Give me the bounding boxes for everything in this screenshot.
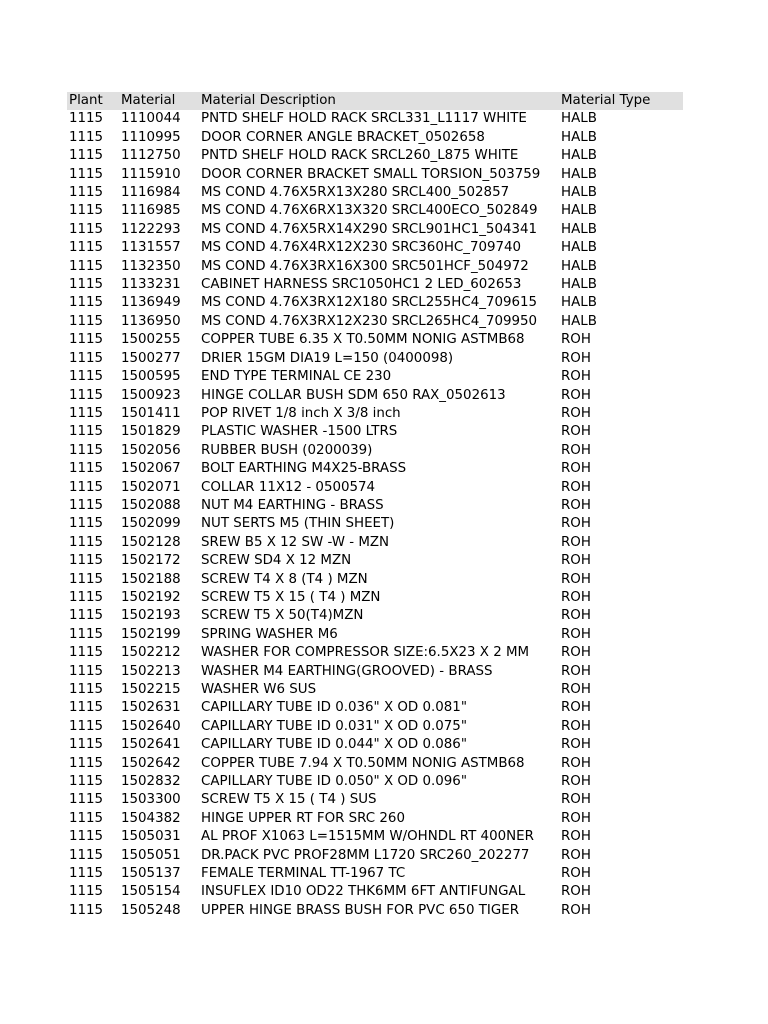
cell-material-type: ROH (561, 700, 591, 716)
cell-material-description: DOOR CORNER ANGLE BRACKET_0502658 (201, 129, 485, 145)
table-row (67, 699, 683, 717)
table-row (67, 589, 683, 607)
cell-material: 1505248 (121, 902, 181, 918)
header-material: Material (121, 93, 176, 108)
table-row (67, 607, 683, 625)
cell-material-description: CAPILLARY TUBE ID 0.036" X OD 0.081" (201, 700, 467, 716)
table-row (67, 681, 683, 699)
cell-material: 1502640 (121, 718, 181, 734)
cell-material-description: SCREW T5 X 15 ( T4 ) MZN (201, 589, 381, 605)
table-row (67, 350, 683, 368)
cell-material-description: UPPER HINGE BRASS BUSH FOR PVC 650 TIGER (201, 902, 520, 918)
cell-material: 1502642 (121, 755, 181, 771)
cell-material: 1500277 (121, 350, 181, 366)
cell-material: 1133231 (121, 277, 181, 293)
cell-material-type: ROH (561, 810, 591, 826)
table-row (67, 313, 683, 331)
cell-material-description: PLASTIC WASHER -1500 LTRS (201, 424, 398, 440)
cell-material: 1500923 (121, 387, 181, 403)
cell-material: 1502213 (121, 663, 181, 679)
cell-material-description: SCREW T5 X 50(T4)MZN (201, 608, 364, 624)
header-plant: Plant (69, 93, 103, 108)
table-row (67, 791, 683, 809)
cell-material: 1110044 (121, 111, 181, 127)
cell-plant: 1115 (69, 497, 104, 513)
cell-plant: 1115 (69, 129, 104, 145)
cell-material-description: INSUFLEX ID10 OD22 THK6MM 6FT ANTIFUNGAL (201, 884, 526, 900)
cell-material-description: SCREW T4 X 8 (T4 ) MZN (201, 571, 368, 587)
cell-material-description: MS COND 4.76X3RX12X180 SRCL255HC4_709615 (201, 295, 538, 311)
cell-material: 1505137 (121, 866, 181, 882)
table-row (67, 239, 683, 257)
cell-plant: 1115 (69, 295, 104, 311)
cell-material-type: ROH (561, 608, 591, 624)
table-row (67, 902, 683, 920)
table-row (67, 331, 683, 349)
cell-material-description: CABINET HARNESS SRC1050HC1 2 LED_602653 (201, 277, 522, 293)
cell-material-description: MS COND 4.76X4RX12X230 SRC360HC_709740 (201, 240, 522, 256)
cell-material: 1116985 (121, 203, 181, 219)
cell-material-type: HALB (561, 111, 597, 127)
cell-material: 1131557 (121, 240, 181, 256)
cell-material: 1502192 (121, 589, 181, 605)
cell-material-description: NUT M4 EARTHING - BRASS (201, 497, 384, 513)
cell-material-type: ROH (561, 369, 591, 385)
cell-plant: 1115 (69, 737, 104, 753)
cell-material-type: ROH (561, 792, 591, 808)
cell-material: 1502056 (121, 442, 181, 458)
cell-material: 1505051 (121, 847, 181, 863)
cell-material-description: NUT SERTS M5 (THIN SHEET) (201, 516, 395, 532)
table-row (67, 166, 683, 184)
cell-plant: 1115 (69, 589, 104, 605)
cell-plant: 1115 (69, 240, 104, 256)
cell-material-description: SREW B5 X 12 SW -W - MZN (201, 534, 390, 550)
cell-material-type: ROH (561, 626, 591, 642)
cell-plant: 1115 (69, 221, 104, 237)
cell-material-description: SCREW SD4 X 12 MZN (201, 553, 352, 569)
cell-material-description: POP RIVET 1/8 inch X 3/8 inch (201, 405, 401, 421)
cell-material-type: HALB (561, 203, 597, 219)
cell-material-type: ROH (561, 866, 591, 882)
cell-material: 1136949 (121, 295, 181, 311)
cell-material-description: BOLT EARTHING M4X25-BRASS (201, 461, 407, 477)
cell-plant: 1115 (69, 185, 104, 201)
cell-material: 1501411 (121, 405, 181, 421)
cell-material-type: ROH (561, 847, 591, 863)
cell-material-description: CAPILLARY TUBE ID 0.044" X OD 0.086" (201, 737, 467, 753)
cell-material-description: CAPILLARY TUBE ID 0.031" X OD 0.075" (201, 718, 467, 734)
table-body (67, 110, 683, 920)
cell-material-type: ROH (561, 534, 591, 550)
cell-material-type: ROH (561, 332, 591, 348)
cell-material: 1500255 (121, 332, 181, 348)
table-row (67, 663, 683, 681)
cell-material: 1502212 (121, 645, 181, 661)
cell-plant: 1115 (69, 203, 104, 219)
table-row (67, 479, 683, 497)
cell-material: 1502067 (121, 461, 181, 477)
cell-plant: 1115 (69, 571, 104, 587)
cell-plant: 1115 (69, 332, 104, 348)
cell-material-description: MS COND 4.76X3RX12X230 SRCL265HC4_709950 (201, 313, 538, 329)
cell-plant: 1115 (69, 313, 104, 329)
cell-plant: 1115 (69, 111, 104, 127)
cell-material-type: ROH (561, 479, 591, 495)
cell-plant: 1115 (69, 866, 104, 882)
cell-material: 1132350 (121, 258, 181, 274)
table-row (67, 423, 683, 441)
cell-plant: 1115 (69, 369, 104, 385)
cell-material-description: SPRING WASHER M6 (201, 626, 338, 642)
cell-material-type: HALB (561, 240, 597, 256)
table-row (67, 534, 683, 552)
cell-material: 1502631 (121, 700, 181, 716)
cell-plant: 1115 (69, 148, 104, 164)
table-row (67, 736, 683, 754)
cell-material-description: COLLAR 11X12 - 0500574 (201, 479, 376, 495)
table-row (67, 129, 683, 147)
cell-material-type: HALB (561, 148, 597, 164)
cell-material-type: ROH (561, 682, 591, 697)
table-row (67, 276, 683, 294)
table-row (67, 644, 683, 662)
cell-material: 1502071 (121, 479, 181, 495)
cell-material-type: ROH (561, 737, 591, 753)
cell-material: 1502641 (121, 737, 181, 753)
cell-material-description: WASHER M4 EARTHING(GROOVED) - BRASS (201, 663, 493, 679)
table-row (67, 368, 683, 386)
cell-plant: 1115 (69, 461, 104, 477)
table-row (67, 828, 683, 846)
cell-material-type: ROH (561, 387, 591, 403)
cell-material-type: ROH (561, 884, 591, 900)
table-row (67, 755, 683, 773)
cell-plant: 1115 (69, 663, 104, 679)
cell-plant: 1115 (69, 553, 104, 569)
table-row (67, 571, 683, 589)
cell-material-description: MS COND 4.76X6RX13X320 SRCL400ECO_502849 (201, 203, 538, 219)
cell-plant: 1115 (69, 902, 104, 918)
cell-material-description: COPPER TUBE 7.94 X T0.50MM NONIG ASTMB68 (201, 755, 525, 771)
cell-plant: 1115 (69, 847, 104, 863)
cell-material-type: ROH (561, 663, 591, 679)
cell-material-type: ROH (561, 829, 591, 845)
cell-plant: 1115 (69, 884, 104, 900)
table-row (67, 810, 683, 828)
cell-plant: 1115 (69, 810, 104, 826)
table-row (67, 202, 683, 220)
cell-material-type: ROH (561, 405, 591, 421)
table-row (67, 626, 683, 644)
cell-plant: 1115 (69, 387, 104, 403)
cell-material: 1502188 (121, 571, 181, 587)
table-row (67, 497, 683, 515)
cell-material-type: ROH (561, 516, 591, 532)
cell-material: 1116984 (121, 185, 181, 201)
cell-plant: 1115 (69, 755, 104, 771)
cell-plant: 1115 (69, 516, 104, 532)
cell-material-type: ROH (561, 553, 591, 569)
cell-material-type: HALB (561, 166, 597, 182)
cell-material-description: AL PROF X1063 L=1515MM W/OHNDL RT 400NER (201, 829, 534, 845)
cell-plant: 1115 (69, 792, 104, 808)
cell-material-description: FEMALE TERMINAL TT-1967 TC (201, 866, 406, 882)
cell-material-description: SCREW T5 X 15 ( T4 ) SUS (201, 792, 377, 808)
cell-material: 1500595 (121, 369, 181, 385)
cell-material: 1503300 (121, 792, 181, 808)
table-row (67, 442, 683, 460)
cell-material-type: ROH (561, 902, 591, 918)
cell-plant: 1115 (69, 166, 104, 182)
cell-plant: 1115 (69, 405, 104, 421)
cell-material: 1502215 (121, 682, 181, 697)
cell-plant: 1115 (69, 645, 104, 661)
cell-material-type: HALB (561, 295, 597, 311)
cell-plant: 1115 (69, 277, 104, 293)
cell-material-description: DR.PACK PVC PROF28MM L1720 SRC260_202277 (201, 847, 530, 863)
table-row (67, 773, 683, 791)
table-row (67, 387, 683, 405)
table-row (67, 258, 683, 276)
cell-material: 1110995 (121, 129, 181, 145)
cell-material-type: HALB (561, 221, 597, 237)
cell-material-description: PNTD SHELF HOLD RACK SRCL331_L1117 WHITE (201, 111, 527, 127)
table-row (67, 294, 683, 312)
cell-material-type: ROH (561, 645, 591, 661)
table-row (67, 883, 683, 901)
cell-material-type: ROH (561, 424, 591, 440)
cell-plant: 1115 (69, 424, 104, 440)
cell-material-type: ROH (561, 350, 591, 366)
table-row (67, 221, 683, 239)
cell-material: 1502088 (121, 497, 181, 513)
table-row (67, 405, 683, 423)
cell-material-type: HALB (561, 129, 597, 145)
cell-plant: 1115 (69, 479, 104, 495)
cell-material: 1122293 (121, 221, 181, 237)
cell-plant: 1115 (69, 534, 104, 550)
cell-material-type: ROH (561, 461, 591, 477)
table-row (67, 460, 683, 478)
cell-material-type: ROH (561, 442, 591, 458)
cell-material: 1112750 (121, 148, 181, 164)
cell-material-description: HINGE COLLAR BUSH SDM 650 RAX_0502613 (201, 387, 506, 403)
cell-plant: 1115 (69, 626, 104, 642)
cell-material: 1136950 (121, 313, 181, 329)
cell-material: 1502193 (121, 608, 181, 624)
cell-material-type: HALB (561, 313, 597, 329)
cell-plant: 1115 (69, 774, 104, 790)
cell-material-type: HALB (561, 185, 597, 201)
table-row (67, 184, 683, 202)
table-row (67, 552, 683, 570)
cell-material-description: WASHER W6 SUS (201, 682, 317, 697)
cell-material: 1115910 (121, 166, 181, 182)
cell-material-type: ROH (561, 571, 591, 587)
cell-material: 1505031 (121, 829, 181, 845)
table-row (67, 147, 683, 165)
cell-material-description: WASHER FOR COMPRESSOR SIZE:6.5X23 X 2 MM (201, 645, 530, 661)
cell-material-type: ROH (561, 755, 591, 771)
cell-plant: 1115 (69, 350, 104, 366)
cell-material-type: ROH (561, 589, 591, 605)
cell-material-description: RUBBER BUSH (0200039) (201, 442, 373, 458)
table-row (67, 865, 683, 883)
cell-material-type: ROH (561, 497, 591, 513)
cell-material-type: ROH (561, 774, 591, 790)
cell-material: 1502172 (121, 553, 181, 569)
cell-material-description: COPPER TUBE 6.35 X T0.50MM NONIG ASTMB68 (201, 332, 525, 348)
cell-material-type: HALB (561, 258, 597, 274)
table-row (67, 110, 683, 128)
table-row (67, 515, 683, 533)
material-table (67, 92, 683, 920)
table-row (67, 847, 683, 865)
cell-material: 1502099 (121, 516, 181, 532)
cell-material-description: MS COND 4.76X5RX13X280 SRCL400_502857 (201, 185, 510, 201)
cell-material: 1505154 (121, 884, 181, 900)
cell-material: 1502128 (121, 534, 181, 550)
cell-plant: 1115 (69, 718, 104, 734)
header-material-description: Material Description (201, 93, 336, 108)
cell-material-description: DRIER 15GM DIA19 L=150 (0400098) (201, 350, 454, 366)
header-row (67, 92, 683, 110)
cell-material-description: HINGE UPPER RT FOR SRC 260 (201, 810, 405, 826)
cell-material-description: END TYPE TERMINAL CE 230 (201, 369, 392, 385)
cell-material: 1501829 (121, 424, 181, 440)
cell-material: 1502832 (121, 774, 181, 790)
cell-plant: 1115 (69, 829, 104, 845)
cell-material: 1504382 (121, 810, 181, 826)
cell-material: 1502199 (121, 626, 181, 642)
cell-plant: 1115 (69, 700, 104, 716)
cell-plant: 1115 (69, 682, 104, 697)
cell-material-type: ROH (561, 718, 591, 734)
cell-plant: 1115 (69, 258, 104, 274)
cell-material-description: MS COND 4.76X5RX14X290 SRCL901HC1_504341 (201, 221, 538, 237)
cell-material-description: PNTD SHELF HOLD RACK SRCL260_L875 WHITE (201, 148, 519, 164)
table-row (67, 718, 683, 736)
cell-plant: 1115 (69, 608, 104, 624)
cell-material-description: CAPILLARY TUBE ID 0.050" X OD 0.096" (201, 774, 467, 790)
cell-plant: 1115 (69, 442, 104, 458)
cell-material-description: DOOR CORNER BRACKET SMALL TORSION_503759 (201, 166, 541, 182)
cell-material-type: HALB (561, 277, 597, 293)
header-material-type: Material Type (561, 93, 651, 108)
cell-material-description: MS COND 4.76X3RX16X300 SRC501HCF_504972 (201, 258, 529, 274)
